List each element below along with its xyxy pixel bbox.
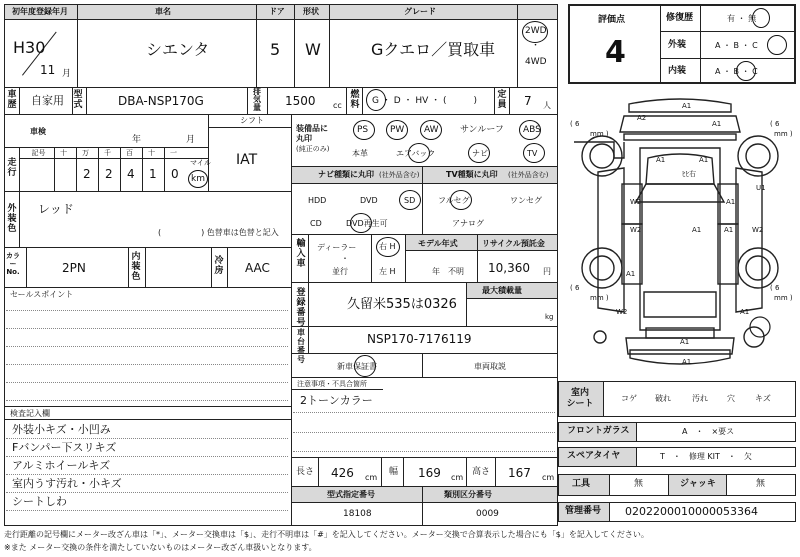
nav-item: CD <box>310 219 322 228</box>
exterior-options: A ・ B ・ C <box>715 41 758 50</box>
equip-item: 本革 <box>352 149 368 158</box>
warranty: 新車保証書 <box>337 362 377 371</box>
mileage-header: 十 <box>60 149 67 157</box>
mileage-header: 一 <box>170 149 177 157</box>
note-line <box>6 510 288 511</box>
repair-label: 修復歴 <box>666 13 694 23</box>
color-no: 2PN <box>62 261 86 275</box>
footer-line2: ※また メーター交換の条件を満たしていないものはメーター改ざん車扱いとなります。 <box>4 543 317 552</box>
tv-sub: (社外品含む) <box>508 171 549 179</box>
svg-text:mm ): mm ) <box>774 294 793 302</box>
max-load-unit: kg <box>545 313 554 321</box>
reg-month-unit: 月 <box>62 69 72 79</box>
notes: 2トーンカラー <box>300 394 373 407</box>
import-parallel: 並行 <box>332 267 348 276</box>
tv-item: ワンセグ <box>510 196 542 205</box>
seat-option: キズ <box>755 394 771 403</box>
svg-text:( 6: ( 6 <box>570 120 580 128</box>
type-no-label: 型式指定番号 <box>327 490 375 499</box>
interior-seat-label: 室内 シート <box>566 388 594 409</box>
exterior-c-circle <box>767 35 787 55</box>
length-unit: cm <box>365 473 378 482</box>
seat-option: コゲ <box>621 394 637 403</box>
doors: 5 <box>270 40 281 59</box>
interior-color-label: 内 装 色 <box>131 252 141 282</box>
door-label: ドア <box>269 7 285 16</box>
grade: Gクエロ／買取車 <box>371 40 496 59</box>
jack: 無 <box>756 479 766 489</box>
inspector-note: Fバンパー下スリキズ <box>12 441 117 454</box>
damage-label: A1 <box>724 226 734 234</box>
mgmt: 0202200010000053364 <box>625 505 758 518</box>
damage-label: U1 <box>756 184 766 192</box>
mileage-unit-mile: マイル <box>190 159 211 167</box>
capacity: 7 <box>524 94 532 108</box>
inspector-label: 検査記入欄 <box>10 409 50 418</box>
repair-none-circle <box>752 8 770 28</box>
tv-item: フルセグ <box>438 196 470 205</box>
car-name: シエンタ <box>146 40 210 59</box>
reg-month: 11 <box>40 63 56 77</box>
mileage-unit-km: km <box>191 174 205 184</box>
svg-text:( 6: ( 6 <box>570 284 580 292</box>
spare-tire-options: T ・ 修理 KIT ・ 欠 <box>660 452 752 461</box>
use: 自家用 <box>31 94 64 107</box>
drive-sep: ・ <box>531 41 541 51</box>
damage-label: A2 <box>637 114 647 122</box>
exterior-color: レッド <box>38 202 74 216</box>
seat-option: 破れ <box>655 394 671 403</box>
mileage-header-line <box>19 158 208 159</box>
era-year: H30 <box>13 38 46 57</box>
windshield-label: フロントガラス <box>567 426 630 436</box>
tv-item: アナログ <box>452 219 484 228</box>
svg-text:mm ): mm ) <box>590 294 609 302</box>
mileage-header: 千 <box>104 149 111 157</box>
interior-options: A ・ B ・ C <box>715 67 758 76</box>
interior-label: 内装 <box>668 66 687 76</box>
damage-label: W2 <box>752 226 764 234</box>
exterior-label: 外装 <box>668 40 687 50</box>
chassis: NSP170-7176119 <box>367 332 472 346</box>
drive-2wd: 2WD <box>525 26 547 36</box>
damage-label: A1 <box>712 120 722 128</box>
interior-b-circle <box>736 61 756 81</box>
footer-line1: 走行距離の記号欄にメーター改ざん車は「*」、メーター交換車は「$」、走行不明車は「#」を記入してください。メーター交換で合算表示した場合にも「$」を記入してください。 <box>4 530 649 539</box>
repair-options: 有 ・ 無 <box>727 14 757 23</box>
mileage-divider <box>120 147 121 191</box>
mileage-divider <box>164 147 165 191</box>
capacity-label: 定 員 <box>497 90 507 110</box>
registration: 久留米535は0326 <box>347 297 457 312</box>
mileage-header: 百 <box>126 149 133 157</box>
fuel-label: 燃 料 <box>350 90 360 110</box>
shaken-year-unit: 年 <box>132 135 142 145</box>
class-no: 0009 <box>476 509 499 519</box>
inspector-note: 外装小キズ・小凹み <box>12 423 111 436</box>
damage-label: A1 <box>682 358 692 366</box>
color-change-note: ( ) 色替車は色替と記入 <box>158 228 279 237</box>
shape-label: 形状 <box>303 7 319 16</box>
score: 4 <box>605 35 626 70</box>
tv-header: TV種類に丸印 <box>446 170 498 179</box>
displacement-label: 排 気 量 <box>253 87 261 112</box>
shift-label: シフト <box>240 116 264 125</box>
displacement: 1500 <box>285 94 316 108</box>
equip-item: エアバック <box>396 149 436 158</box>
first-reg-label: 初年度登録年月 <box>12 7 68 16</box>
height: 167 <box>508 466 531 480</box>
nav-item: DVD再生可 <box>346 219 388 228</box>
use-label: 車 歴 <box>7 90 17 110</box>
mileage-divider <box>142 147 143 191</box>
mileage-divider <box>98 147 99 191</box>
height-label: 高さ <box>472 467 491 477</box>
sales-point-label: セールスポイント <box>10 290 74 299</box>
mileage-digit: 2 <box>83 167 91 181</box>
damage-label: A1 <box>680 338 690 346</box>
length: 426 <box>331 466 354 480</box>
import-right-h: 右 H <box>379 242 396 251</box>
shaken-label: 車検 <box>30 127 46 136</box>
damage-label: A1 <box>682 102 692 110</box>
chassis-label: 車 台 番 号 <box>297 328 305 364</box>
nav-item: SD <box>404 196 416 205</box>
model-label: 型 式 <box>73 90 83 110</box>
inspector-note: アルミホイールキズ <box>12 459 111 472</box>
note-line <box>6 492 288 493</box>
nav-sub: (社外品含む) <box>379 171 420 179</box>
mileage-header: 記号 <box>31 149 46 157</box>
note-line <box>6 474 288 475</box>
import-parallel-dot: ・ <box>341 254 349 263</box>
score-label: 評価点 <box>598 15 626 25</box>
damage-label: W2 <box>630 226 642 234</box>
capacity-unit: 人 <box>543 101 551 110</box>
type-no: 18108 <box>343 509 372 519</box>
equip-item: サンルーフ <box>460 125 504 135</box>
inspector-note: 室内うす汚れ・小キズ <box>12 477 122 490</box>
damage-label: A1 <box>656 156 666 164</box>
shape: W <box>305 40 321 59</box>
import-left-h: 左 H <box>379 267 396 276</box>
car-damage-diagram <box>564 92 796 382</box>
import-dealer: ディーラー <box>317 243 357 252</box>
max-load-label: 最大積載量 <box>482 286 522 295</box>
mileage-divider <box>76 147 77 191</box>
mileage-digit: 2 <box>105 167 113 181</box>
width: 169 <box>418 466 441 480</box>
ac: AAC <box>245 261 270 275</box>
inspector-note: シートしわ <box>12 495 67 508</box>
mileage-label: 走 行 <box>7 158 17 178</box>
svg-text:( 6: ( 6 <box>770 120 780 128</box>
nav-item: DVD <box>360 196 378 205</box>
note-line <box>6 456 288 457</box>
class-no-label: 類別区分番号 <box>444 490 492 499</box>
car-name-label: 車名 <box>155 7 171 16</box>
drive-4wd: 4WD <box>525 57 547 67</box>
reg-label: 登 録 番 号 <box>296 288 306 328</box>
damage-label: W2 <box>616 308 628 316</box>
damage-label: A1 <box>692 226 702 234</box>
seat-option: 穴 <box>727 394 735 403</box>
ac-label: 冷 房 <box>214 256 224 276</box>
exterior-color-label: 外 装 色 <box>7 204 17 234</box>
model: DBA-NSP170G <box>118 94 204 108</box>
equip-label: 装備品に 丸印 (純正のみ) <box>296 124 330 153</box>
damage-label: W2 <box>630 198 642 206</box>
nav-header: ナビ種類に丸印 <box>318 170 374 179</box>
svg-text:( 6: ( 6 <box>770 284 780 292</box>
svg-text:mm ): mm ) <box>590 130 609 138</box>
color-no-label: カラー No. <box>6 252 20 276</box>
manual: 車両取説 <box>474 362 506 371</box>
damage-label: ﾋﾋ右 <box>682 170 696 178</box>
damage-label: A1 <box>699 156 709 164</box>
mileage-digit: 4 <box>127 167 135 181</box>
nav-item: HDD <box>308 196 327 205</box>
equip-item: PS <box>357 125 369 135</box>
width-unit: cm <box>451 473 464 482</box>
width-label: 幅 <box>389 467 399 477</box>
mileage-digit: 0 <box>171 167 179 181</box>
tools-label: 工具 <box>572 479 591 489</box>
mgmt-label: 管理番号 <box>565 506 602 516</box>
fuel-options: G ・ D ・ HV ・ ( ) <box>372 96 478 106</box>
notes-label: 注意事項・不具合箇所 <box>297 380 367 388</box>
recycle-unit: 円 <box>543 267 551 276</box>
seat-option: 汚れ <box>692 394 708 403</box>
recycle: 10,360 <box>488 261 530 275</box>
shift: IAT <box>236 152 258 168</box>
equip-item: AW <box>424 125 439 135</box>
equip-item: ナビ <box>472 149 488 158</box>
shaken-month-unit: 月 <box>186 135 196 145</box>
model-year-label: モデル年式 <box>418 239 458 248</box>
equip-item: TV <box>527 149 538 158</box>
mileage-digit: 1 <box>149 167 157 181</box>
equip-item: PW <box>390 125 405 135</box>
damage-label: A1 <box>726 198 736 206</box>
mileage-header: 万 <box>82 149 89 157</box>
tools: 無 <box>634 479 644 489</box>
windshield-options: A ・ ×要ス <box>682 427 735 436</box>
mileage-divider <box>54 147 55 191</box>
spare-tire-label: スペアタイヤ <box>567 451 621 461</box>
import-label: 輸 入 車 <box>296 239 306 269</box>
grade-label: グレード <box>404 7 436 16</box>
note-line <box>6 438 288 439</box>
svg-text:mm ): mm ) <box>774 130 793 138</box>
damage-label: A1 <box>740 308 750 316</box>
model-year: 年 不明 <box>432 267 464 276</box>
height-unit: cm <box>542 473 555 482</box>
mileage-header: 十 <box>148 149 155 157</box>
damage-label: A1 <box>626 270 636 278</box>
recycle-label: リサイクル預託金 <box>482 239 545 248</box>
length-label: 長さ <box>296 467 315 477</box>
displacement-unit: cc <box>333 101 342 110</box>
jack-label: ジャッキ <box>680 479 716 489</box>
equip-item: ABS <box>523 125 541 135</box>
